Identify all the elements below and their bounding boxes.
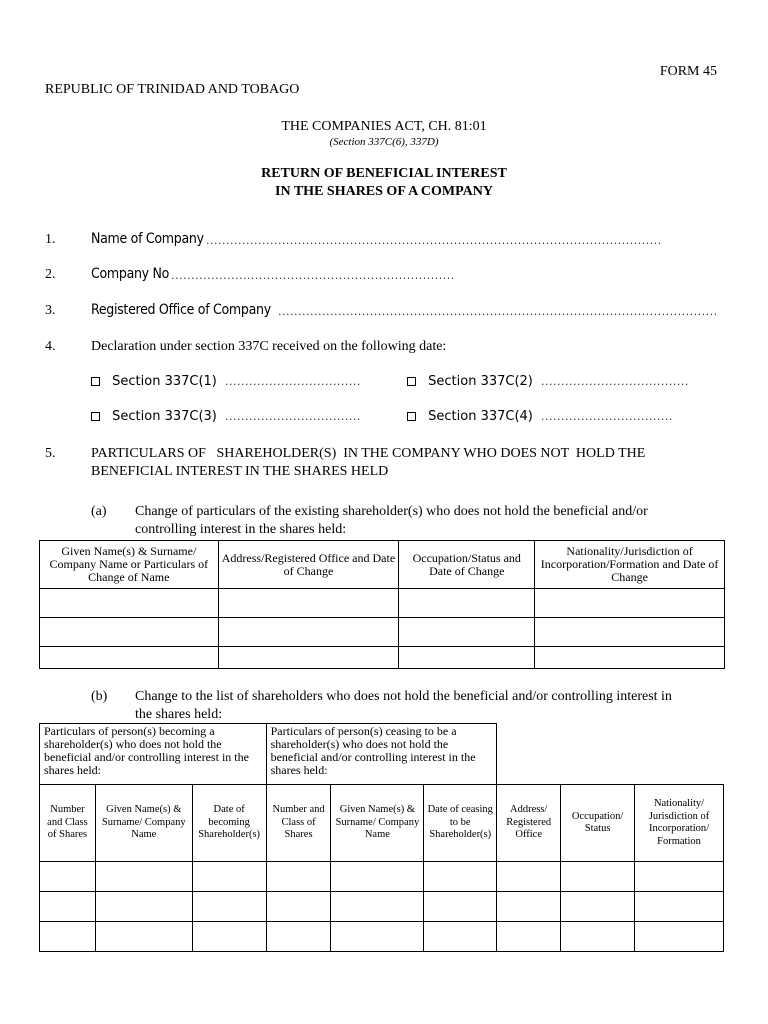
header-given-name: Given Name(s) & Surname/ Company Name bbox=[331, 785, 424, 862]
header-nationality: Nationality/ Jurisdiction of Incorporation/ Formation bbox=[635, 785, 724, 862]
table-cell[interactable] bbox=[535, 618, 725, 647]
checkbox[interactable] bbox=[91, 412, 100, 421]
table-cell[interactable] bbox=[635, 862, 724, 892]
table-cell[interactable] bbox=[424, 892, 497, 922]
header-date-becoming: Date of becoming Shareholder(s) bbox=[192, 785, 266, 862]
registered-office-label: Registered Office of Company bbox=[91, 302, 271, 318]
table-cell[interactable] bbox=[40, 892, 96, 922]
declaration-337c2[interactable] bbox=[407, 374, 689, 389]
part-b-text-line2: the shares held: bbox=[135, 707, 223, 722]
table-cell[interactable] bbox=[192, 862, 266, 892]
date-field[interactable]: ..................................... bbox=[541, 375, 689, 388]
item-number: 4. bbox=[45, 339, 56, 354]
table-header-row bbox=[40, 785, 724, 862]
table-cell[interactable] bbox=[331, 892, 424, 922]
table-cell[interactable] bbox=[497, 862, 561, 892]
item-number: 5. bbox=[45, 446, 56, 461]
table-cell[interactable] bbox=[561, 892, 635, 922]
checkbox[interactable] bbox=[407, 377, 416, 386]
table-cell[interactable] bbox=[331, 922, 424, 952]
form-number: FORM 45 bbox=[659, 64, 717, 79]
table-row bbox=[40, 922, 724, 952]
declaration-label: Section 337C(1) bbox=[112, 374, 217, 389]
blank-cell bbox=[497, 724, 724, 785]
part-a-text-line2: controlling interest in the shares held: bbox=[135, 522, 347, 537]
act-title: THE COMPANIES ACT, CH. 81:01 bbox=[281, 119, 487, 134]
declaration-label: Section 337C(2) bbox=[428, 374, 533, 389]
declaration-label: Declaration under section 337C received on the following date: bbox=[91, 339, 447, 354]
header-address: Address/ Registered Office bbox=[497, 785, 561, 862]
table-cell[interactable] bbox=[635, 922, 724, 952]
header-number-class: Number and Class of Shares bbox=[40, 785, 96, 862]
table-cell[interactable] bbox=[535, 589, 725, 618]
table-cell[interactable] bbox=[40, 922, 96, 952]
table-cell[interactable] bbox=[424, 922, 497, 952]
header-nationality: Nationality/Jurisdiction of Incorporation/Formation and Date of Change bbox=[535, 541, 725, 589]
table-row bbox=[40, 892, 724, 922]
table-cell[interactable] bbox=[95, 892, 192, 922]
item-number: 2. bbox=[45, 267, 56, 282]
country-name: REPUBLIC OF TRINIDAD AND TOBAGO bbox=[45, 82, 300, 97]
table-cell[interactable] bbox=[192, 892, 266, 922]
date-field[interactable]: ................................. bbox=[541, 410, 673, 423]
table-cell[interactable] bbox=[635, 892, 724, 922]
header-given-name: Given Name(s) & Surname/ Company Name or Particulars of Change of Name bbox=[40, 541, 219, 589]
declaration-337c4[interactable] bbox=[407, 409, 673, 424]
table-cell[interactable] bbox=[266, 892, 331, 922]
table-cell[interactable] bbox=[331, 862, 424, 892]
checkbox[interactable] bbox=[91, 377, 100, 386]
item5-heading-line2: BENEFICIAL INTEREST IN THE SHARES HELD bbox=[91, 464, 389, 479]
header-occupation: Occupation/Status and Date of Change bbox=[399, 541, 535, 589]
header-number-class: Number and Class of Shares bbox=[266, 785, 331, 862]
table-row bbox=[40, 589, 725, 618]
table-row bbox=[40, 862, 724, 892]
header-given-name: Given Name(s) & Surname/ Company Name bbox=[95, 785, 192, 862]
declaration-label: Section 337C(4) bbox=[428, 409, 533, 424]
table-part-a bbox=[39, 540, 725, 669]
item-number: 3. bbox=[45, 303, 56, 318]
table-cell[interactable] bbox=[424, 862, 497, 892]
table-cell[interactable] bbox=[218, 618, 399, 647]
table-row bbox=[40, 618, 725, 647]
table-cell[interactable] bbox=[40, 589, 219, 618]
table-cell[interactable] bbox=[218, 589, 399, 618]
table-row bbox=[40, 647, 725, 669]
table-cell[interactable] bbox=[40, 618, 219, 647]
date-field[interactable]: .................................. bbox=[225, 410, 361, 423]
table-cell[interactable] bbox=[535, 647, 725, 669]
table-cell[interactable] bbox=[95, 922, 192, 952]
declaration-337c1[interactable] bbox=[91, 374, 361, 389]
section-reference: (Section 337C(6), 337D) bbox=[329, 136, 439, 148]
table-cell[interactable] bbox=[561, 922, 635, 952]
table-header-row bbox=[40, 541, 725, 589]
form-title-line1: RETURN OF BENEFICIAL INTEREST bbox=[261, 166, 507, 181]
table-cell[interactable] bbox=[399, 589, 535, 618]
table-cell[interactable] bbox=[266, 862, 331, 892]
part-b-letter: (b) bbox=[91, 689, 108, 704]
item-number: 1. bbox=[45, 232, 56, 247]
table-cell[interactable] bbox=[399, 618, 535, 647]
company-no-label: Company No bbox=[91, 266, 170, 282]
table-cell[interactable] bbox=[40, 862, 96, 892]
part-a-text-line1: Change of particulars of the existing shareholder(s) who does not hold the beneficial and/or bbox=[135, 504, 648, 519]
table-cell[interactable] bbox=[497, 892, 561, 922]
table-part-b bbox=[39, 723, 724, 952]
header-occupation: Occupation/ Status bbox=[561, 785, 635, 862]
declaration-337c3[interactable] bbox=[91, 409, 361, 424]
form-title-line2: IN THE SHARES OF A COMPANY bbox=[275, 184, 493, 199]
table-cell[interactable] bbox=[95, 862, 192, 892]
registered-office-field[interactable]: .............................................................................................................. bbox=[278, 305, 718, 318]
part-b-text-line1: Change to the list of shareholders who does not hold the beneficial and/or controlling interest in bbox=[135, 689, 672, 704]
company-name-label: Name of Company bbox=[91, 231, 204, 247]
table-cell[interactable] bbox=[218, 647, 399, 669]
group-ceasing-header: Particulars of person(s) ceasing to be a shareholder(s) who does not hold the beneficial and/or controlling interest in the shares held: bbox=[266, 724, 497, 785]
item5-heading-line1: PARTICULARS OF SHAREHOLDER(S) IN THE COMPANY WHO DOES NOT HOLD THE bbox=[91, 446, 646, 461]
company-no-field[interactable]: ....................................................................... bbox=[171, 269, 455, 282]
table-group-header-row bbox=[40, 724, 724, 785]
checkbox[interactable] bbox=[407, 412, 416, 421]
group-becoming-header: Particulars of person(s) becoming a shareholder(s) who does not hold the beneficial and/or controlling interest in the shares held: bbox=[40, 724, 267, 785]
part-a-letter: (a) bbox=[91, 504, 107, 519]
table-cell[interactable] bbox=[561, 862, 635, 892]
table-cell[interactable] bbox=[40, 647, 219, 669]
date-field[interactable]: .................................. bbox=[225, 375, 361, 388]
header-date-ceasing: Date of ceasing to be Shareholder(s) bbox=[424, 785, 497, 862]
declaration-label: Section 337C(3) bbox=[112, 409, 217, 424]
table-cell[interactable] bbox=[497, 922, 561, 952]
table-cell[interactable] bbox=[192, 922, 266, 952]
table-cell[interactable] bbox=[399, 647, 535, 669]
company-name-field[interactable]: .................................................................................................................. bbox=[206, 234, 662, 247]
header-address: Address/Registered Office and Date of Change bbox=[218, 541, 399, 589]
table-cell[interactable] bbox=[266, 922, 331, 952]
